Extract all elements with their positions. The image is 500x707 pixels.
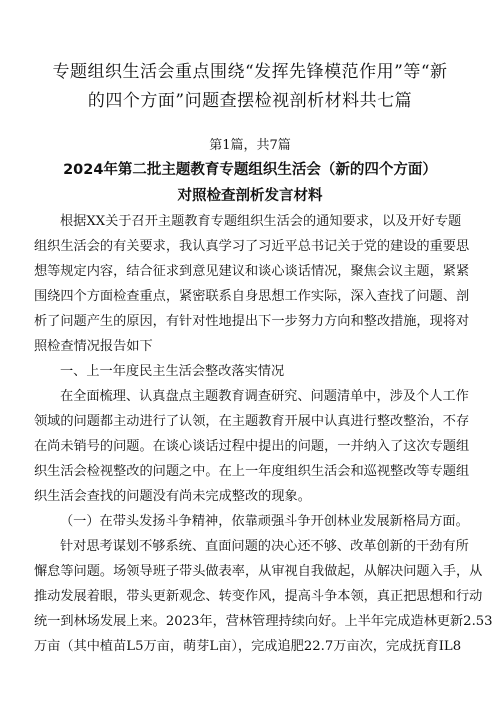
part-indicator: 第1篇，共7篇 bbox=[209, 138, 291, 153]
body-line: 领域的问题都主动进行了认领，在主题教育开展中认真进行整改整治，不存 bbox=[34, 414, 470, 429]
body-line: 万亩（其中植苗L5万亩，萌芽L亩），完成追肥22.7万亩次，完成抚育IL8 bbox=[34, 639, 462, 654]
body-line: 照检查情况报告如下 bbox=[34, 339, 153, 354]
document-title-line-1: 专题组织生活会重点围绕“发挥先锋模范作用”等“新 bbox=[52, 62, 448, 82]
body-line: 想等规定内容，结合征求到意见建议和谈心谈话情况，聚焦会议主题，紧紧 bbox=[34, 264, 470, 279]
section-subheading: 一、上一年度民主生活会整改落实情况 bbox=[60, 364, 285, 379]
body-line: 组织生活会的有关要求，我认真学习了习近平总书记关于党的建设的重要思 bbox=[34, 239, 470, 254]
body-line: 织生活会检视整改的问题之中。在上一年度组织生活会和巡视整改等专题组 bbox=[34, 464, 470, 479]
body-line: 在全面梳理、认真盘点主题教育调查研究、问题清单中，涉及个人工作 bbox=[60, 389, 469, 404]
body-line: 推动发展着眼，带头更新观念、转变作风，提高斗争本领，真正把思想和行动 bbox=[34, 589, 483, 604]
section-subheading: （一）在带头发扬斗争精神，依靠顽强斗争开创林业发展新格局方面。 bbox=[60, 514, 469, 529]
body-line: 懈怠等问题。场领导班子带头做表率，从审视自我做起，从解决问题入手，从 bbox=[34, 564, 483, 579]
body-line: 在尚未销号的问题。在谈心谈话过程中提出的问题，一并纳入了这次专题组 bbox=[34, 439, 470, 454]
section-heading-line-2: 对照检查剖析发言材料 bbox=[177, 188, 323, 204]
body-line: 织生活会查找的问题没有尚未完成整改的现象。 bbox=[34, 489, 311, 504]
body-line: 统一到林场发展上来。2023年，营林管理持续向好。上半年完成造林更新2.53 bbox=[34, 614, 493, 629]
document-title bbox=[40, 58, 460, 116]
body-line: 析了问题产生的原因，有针对性地提出下一步努力方向和整改措施，现将对 bbox=[34, 314, 470, 329]
section-heading-line-1: 2024年第二批主题教育专题组织生活会（新的四个方面） bbox=[63, 162, 437, 178]
body-line: 根据XX关于召开主题教育专题组织生活会的通知要求，以及开好专题 bbox=[60, 214, 462, 229]
body-line: 围绕四个方面检查重点，紧密联系自身思想工作实际，深入查找了问题、剖 bbox=[34, 289, 470, 304]
body-line: 针对思考谋划不够系统、直面问题的决心还不够、改革创新的干劲有所 bbox=[60, 539, 469, 554]
document-title-line-2: 的四个方面”问题查摆检视剖析材料共七篇 bbox=[87, 91, 413, 111]
